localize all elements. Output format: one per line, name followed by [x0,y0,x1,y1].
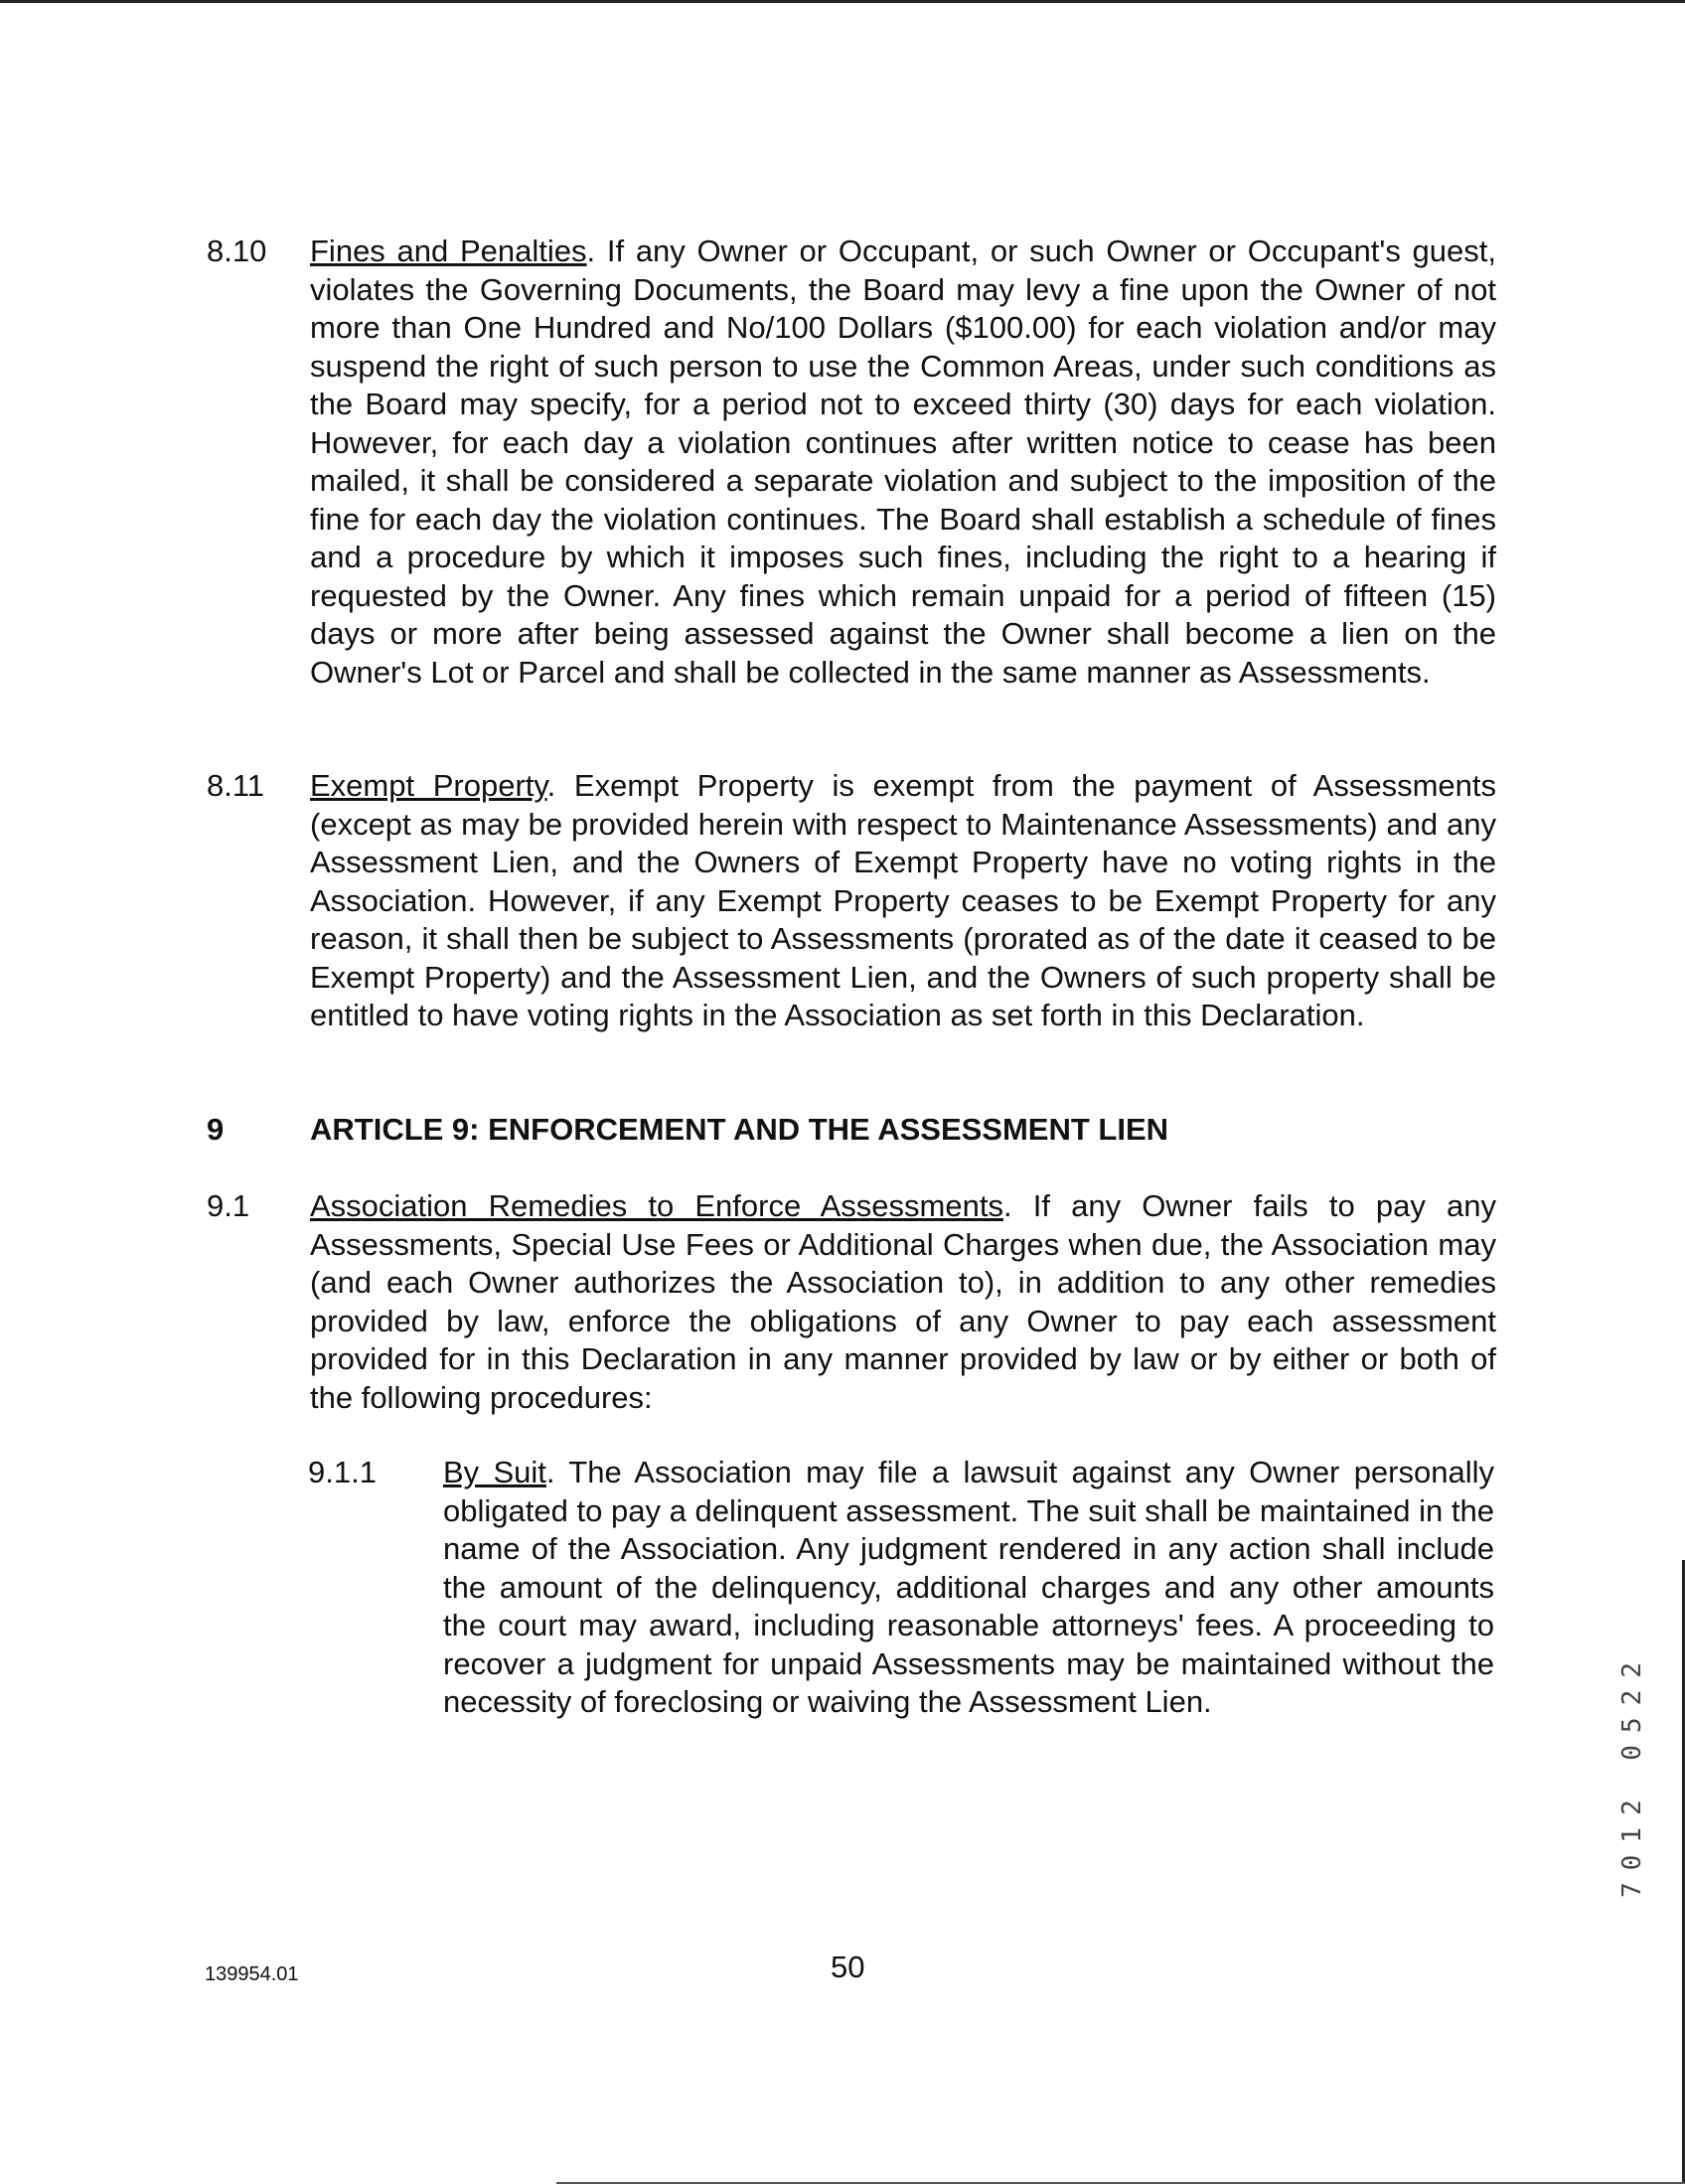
section-title: Exempt Property [310,768,547,803]
section-number: 8.11 [207,768,265,803]
section-text: . If any Owner or Occupant, or such Owner or Occupant's guest, violates the Governing Documents, the Board may levy a fine upon the Owner of not more than One Hundred and No/100 Dollars ($100.00) for each violation and/or may suspend the right of such person to use the Common Areas, under such conditions as the Board may specify, for a period not to exceed thirty (30) days for each violation. However, for each day a violation continues after written notice to cease has been mailed, it shall be considered a separate violation and subject to the imposition of the fine for each day the violation continues. The Board shall establish a schedule of fines and a procedure by which it imposes such fines, including the right to a hearing if requested by the Owner. Any fines which remain unpaid for a period of fifteen (15) days or more after being assessed against the Owner shall become a lien on the Owner's Lot or Parcel and shall be collected in the same manner as Assessments. [310,234,1496,690]
document-id: 139954.01 [205,1963,299,1985]
section-number: 8.10 [207,234,267,268]
section-number: 9.1 [207,1188,250,1223]
section-title: Association Remedies to Enforce Assessments [310,1188,1003,1223]
section-text: . If any Owner fails to pay any Assessments, Special Use Fees or Additional Charges when due, the Association may (and each Owner authorizes the Association to), in addition to any other remedies provided by law, enforce the obligations of any Owner to pay each assessment provided for in this Declaration in any manner provided by law or by either or both of the following procedures: [310,1188,1497,1415]
article-title: ARTICLE 9: ENFORCEMENT AND THE ASSESSMENT LIEN [310,1112,1169,1147]
section-body [310,233,1496,692]
section-title: Fines and Penalties [310,234,587,268]
section-body [310,767,1496,1035]
section-title: By Suit [443,1455,546,1489]
section-number: 9.1.1 [308,1455,377,1489]
section-body [443,1454,1494,1722]
section-text: . The Association may file a lawsuit against any Owner personally obligated to pay a delinquent assessment. The suit shall be maintained in the name of the Association. Any judgment rendered in any action shall include the amount of the delinquency, additional charges and any other amounts the court may award, including reasonable attorneys' fees. A proceeding to recover a judgment for unpaid Assessments may be maintained without the necessity of foreclosing or waiving the Assessment Lien. [443,1455,1494,1719]
section-body [310,1187,1496,1417]
section-text: . Exempt Property is exempt from the payment of Assessments (except as may be provided herein with respect to Maintenance Assessments) and any Assessment Lien, and the Owners of Exempt Property have no voting rights in the Association. However, if any Exempt Property ceases to be Exempt Property for any reason, it shall then be subject to Assessments (prorated as of the date it ceased to be Exempt Property) and the Assessment Lien, and the Owners of such property shall be entitled to have voting rights in the Association as set forth in this Declaration. [310,768,1496,1032]
page-number: 50 [831,1950,865,1984]
recording-stamp: 7012 0522 [1617,1650,1647,1898]
page-border-top [0,0,1685,3]
article-number: 9 [207,1112,225,1147]
